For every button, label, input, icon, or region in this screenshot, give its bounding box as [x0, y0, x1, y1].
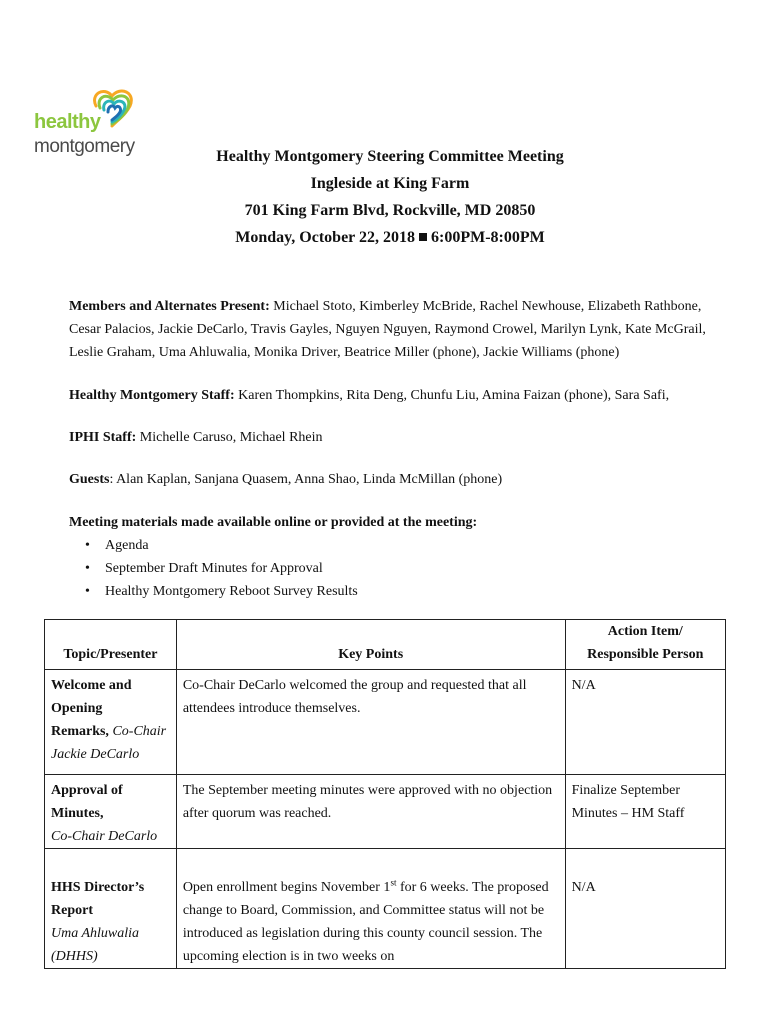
members-label: Members and Alternates Present:	[69, 299, 270, 314]
key-points-text-cont: for 6 weeks. The proposed change to Board, Commission, and Committee status will not be introduced as legislation during this county council session. The upcoming election is in two weeks on	[182, 880, 549, 964]
meeting-materials	[69, 511, 734, 603]
list-item	[69, 580, 734, 603]
table-row	[45, 849, 726, 969]
table-row	[45, 775, 726, 849]
topic-presenter: Jackie DeCarlo	[51, 747, 140, 762]
logo-word-healthy: healthy	[34, 111, 101, 133]
table-row	[45, 670, 726, 775]
materials-list	[69, 534, 734, 603]
header-key-points: Key Points	[176, 620, 565, 670]
bullet-icon: •	[85, 584, 90, 599]
iphi-staff-label: IPHI Staff:	[69, 430, 137, 445]
meeting-address: 701 King Farm Blvd, Rockville, MD 20850	[244, 202, 536, 219]
topic-cell	[45, 670, 177, 775]
guests-label: Guests	[69, 472, 110, 487]
list-item	[69, 534, 734, 557]
materials-item: Healthy Montgomery Reboot Survey Results	[105, 584, 358, 599]
action-cell: Finalize September Minutes – HM Staff	[565, 775, 725, 849]
topic-cell	[45, 775, 177, 849]
header-action	[565, 620, 725, 670]
key-points-cell: The September meeting minutes were approved with no objection after quorum was reached.	[176, 775, 565, 849]
guests	[69, 468, 734, 491]
action-cell: N/A	[565, 849, 725, 969]
hm-staff-label: Healthy Montgomery Staff:	[69, 388, 235, 403]
materials-item: Agenda	[105, 538, 149, 553]
hm-staff-list: Karen Thompkins, Rita Deng, Chunfu Liu, Amina Faizan (phone), Sara Safi,	[234, 388, 670, 403]
bullet-icon: •	[85, 561, 90, 576]
topic-presenter: Co-Chair DeCarlo	[51, 829, 158, 844]
table-header-row	[45, 620, 726, 670]
members-list: Michael Stoto, Kimberley McBride, Rachel Newhouse, Elizabeth Rathbone, Cesar Palacios, Jackie DeCarlo, Travis Gayles, Nguyen Nguyen, Raymond Crowel, Marilyn Lynk, Kate McGrail, Leslie Graham, Uma Ahluwalia, Monika Driver, Beatrice Miller (phone), Jackie Williams (phone)	[69, 299, 706, 360]
topic-name-cont: Remarks,	[51, 724, 109, 739]
ordinal-suffix: st	[390, 877, 397, 888]
meeting-title: Healthy Montgomery Steering Committee Meeting	[216, 148, 564, 165]
logo-word-montgomery: montgomery	[34, 136, 135, 157]
members-present	[69, 295, 734, 364]
action-cell: N/A	[565, 670, 725, 775]
key-points-text: Open enrollment begins November 1	[182, 880, 391, 895]
square-separator-icon	[419, 233, 427, 241]
list-item	[69, 557, 734, 580]
meeting-time: 6:00PM-8:00PM	[430, 229, 545, 246]
topic-presenter-role: Co-Chair	[108, 724, 167, 739]
topic-name: Approval of Minutes,	[51, 783, 123, 821]
header-action-line1: Action Item/	[607, 624, 683, 639]
meeting-date: Monday, October 22, 2018	[235, 229, 415, 246]
meeting-header	[160, 143, 620, 251]
bullet-icon: •	[85, 538, 90, 553]
key-points-cell	[176, 849, 565, 969]
header-action-line2: Responsible Person	[587, 647, 704, 662]
materials-title: Meeting materials made available online or provided at the meeting:	[69, 515, 478, 530]
topic-name: Welcome and Opening	[51, 678, 132, 716]
topic-name: HHS Director’s Report	[51, 880, 145, 918]
materials-item: September Draft Minutes for Approval	[105, 561, 323, 576]
meeting-datetime	[160, 224, 620, 251]
healthy-montgomery-logo	[32, 84, 135, 164]
guests-list: : Alan Kaplan, Sanjana Quasem, Anna Shao, Linda McMillan (phone)	[109, 472, 503, 487]
key-points-cell: Co-Chair DeCarlo welcomed the group and requested that all attendees introduce themselves.	[176, 670, 565, 775]
meeting-venue: Ingleside at King Farm	[310, 175, 470, 192]
iphi-staff	[69, 426, 734, 449]
iphi-staff-list: Michelle Caruso, Michael Rhein	[136, 430, 323, 445]
header-topic: Topic/Presenter	[45, 620, 177, 670]
hm-staff	[69, 384, 734, 407]
agenda-table	[44, 619, 726, 969]
topic-presenter: Uma Ahluwalia (DHHS)	[51, 926, 140, 964]
topic-cell	[45, 849, 177, 969]
